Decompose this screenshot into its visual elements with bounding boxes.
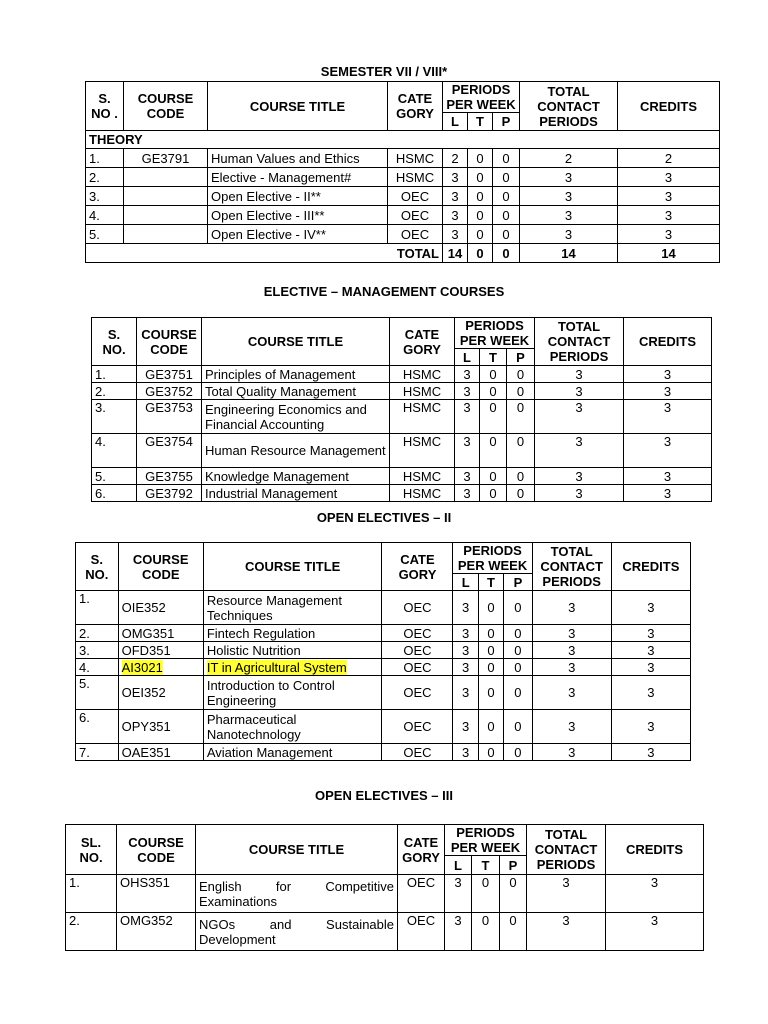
category: OEC: [398, 875, 445, 913]
lecture-periods: 3: [443, 168, 468, 187]
course-title: NGOs and Sustainable Development: [196, 913, 398, 951]
course-title: Human Resource Management: [202, 434, 390, 468]
credits: 3: [611, 625, 690, 642]
course-code: [118, 659, 203, 676]
course-title: Open Elective - II**: [208, 187, 388, 206]
practical-periods: 0: [493, 225, 520, 244]
course-code: GE3753: [137, 400, 202, 434]
header-p: P: [493, 113, 520, 131]
total-contact: 3: [535, 383, 624, 400]
table-row: [92, 383, 712, 400]
table-row: [86, 206, 720, 225]
header-credits: CREDITS: [618, 82, 720, 131]
header-t: T: [478, 574, 503, 591]
table-row: [66, 913, 704, 951]
total-contact: 3: [532, 744, 611, 761]
header-course-title: COURSE TITLE: [196, 825, 398, 875]
header-periods: PERIODS PER WEEK: [443, 82, 520, 113]
total-contact: 3: [520, 225, 618, 244]
row-number: 5.: [92, 468, 137, 485]
header-total-contact: TOTAL CONTACT PERIODS: [527, 825, 606, 875]
header-slno: SL. NO.: [66, 825, 117, 875]
course-title: Aviation Management: [203, 744, 382, 761]
management-title: ELECTIVE – MANAGEMENT COURSES: [263, 284, 505, 299]
lecture-periods: 3: [455, 434, 480, 468]
course-title: Human Values and Ethics: [208, 149, 388, 168]
category: OEC: [382, 659, 453, 676]
tutorial-periods: 0: [480, 434, 507, 468]
course-code: GE3751: [137, 366, 202, 383]
row-number: 6.: [92, 485, 137, 502]
practical-periods: 0: [507, 468, 535, 485]
course-title: Introduction to Control Engineering: [203, 676, 382, 710]
total-credits: 14: [618, 244, 720, 263]
tutorial-periods: 0: [478, 642, 503, 659]
header-category: CATE GORY: [398, 825, 445, 875]
total-l: 14: [443, 244, 468, 263]
header-l: L: [455, 349, 480, 366]
open2-table: [75, 542, 691, 761]
course-code: OEI352: [118, 676, 203, 710]
category: HSMC: [388, 168, 443, 187]
category: HSMC: [388, 149, 443, 168]
table-row: [86, 187, 720, 206]
category: HSMC: [390, 383, 455, 400]
total-p: 0: [493, 244, 520, 263]
tutorial-periods: 0: [472, 913, 500, 951]
credits: 3: [624, 468, 712, 485]
row-number: 4.: [86, 206, 124, 225]
tutorial-periods: 0: [480, 400, 507, 434]
header-sno: S. NO.: [92, 318, 137, 366]
header-category: CATE GORY: [388, 82, 443, 131]
row-number: 4.: [76, 659, 119, 676]
category: OEC: [398, 913, 445, 951]
credits: 3: [624, 366, 712, 383]
practical-periods: 0: [504, 744, 532, 761]
total-contact: 3: [535, 366, 624, 383]
total-contact: 3: [535, 434, 624, 468]
lecture-periods: 3: [453, 625, 478, 642]
theory-label: THEORY: [86, 131, 720, 149]
practical-periods: 0: [493, 187, 520, 206]
tutorial-periods: 0: [472, 875, 500, 913]
semester-title: SEMESTER VII / VIII*: [320, 64, 448, 79]
header-l: L: [445, 856, 472, 875]
row-number: 5.: [86, 225, 124, 244]
lecture-periods: 2: [443, 149, 468, 168]
practical-periods: 0: [504, 676, 532, 710]
category: HSMC: [390, 434, 455, 468]
table-row: [76, 642, 691, 659]
table-row: [86, 168, 720, 187]
total-contact: 3: [535, 468, 624, 485]
header-total-contact: TOTAL CONTACT PERIODS: [520, 82, 618, 131]
course-code: [124, 225, 208, 244]
category: OEC: [388, 187, 443, 206]
tutorial-periods: 0: [480, 383, 507, 400]
practical-periods: 0: [507, 366, 535, 383]
category: HSMC: [390, 485, 455, 502]
course-code: [124, 187, 208, 206]
course-title: Fintech Regulation: [203, 625, 382, 642]
total-contact: 3: [520, 168, 618, 187]
practical-periods: 0: [493, 149, 520, 168]
total-contact: 3: [532, 676, 611, 710]
lecture-periods: 3: [455, 468, 480, 485]
lecture-periods: 3: [455, 366, 480, 383]
total-contact: 3: [527, 913, 606, 951]
practical-periods: 0: [500, 913, 527, 951]
row-number: 3.: [86, 187, 124, 206]
header-t: T: [468, 113, 493, 131]
row-number: 7.: [76, 744, 119, 761]
row-number: 2.: [66, 913, 117, 951]
header-credits: CREDITS: [611, 543, 690, 591]
table-row: [92, 366, 712, 383]
total-contact: 3: [535, 485, 624, 502]
total-contact: 3: [520, 187, 618, 206]
header-course-code: COURSE CODE: [137, 318, 202, 366]
header-category: CATE GORY: [390, 318, 455, 366]
course-title: English for Competitive Examinations: [196, 875, 398, 913]
credits: 3: [611, 659, 690, 676]
lecture-periods: 3: [453, 591, 478, 625]
header-course-code: COURSE CODE: [124, 82, 208, 131]
practical-periods: 0: [507, 434, 535, 468]
header-total-contact: TOTAL CONTACT PERIODS: [535, 318, 624, 366]
course-code: OPY351: [118, 710, 203, 744]
lecture-periods: 3: [453, 710, 478, 744]
header-course-code: COURSE CODE: [118, 543, 203, 591]
course-code: OHS351: [117, 875, 196, 913]
practical-periods: 0: [504, 642, 532, 659]
header-t: T: [472, 856, 500, 875]
header-sno: S. NO.: [76, 543, 119, 591]
highlighted-text: IT in Agricultural System: [206, 659, 347, 675]
tutorial-periods: 0: [478, 744, 503, 761]
highlighted-text: AI3021: [121, 659, 163, 675]
course-code: [124, 168, 208, 187]
credits: 3: [618, 168, 720, 187]
course-code: OFD351: [118, 642, 203, 659]
row-number: 3.: [76, 642, 119, 659]
table-row: [76, 744, 691, 761]
category: OEC: [382, 744, 453, 761]
course-title: Engineering Economics and Financial Accounting: [202, 400, 390, 434]
course-code: OMG351: [118, 625, 203, 642]
course-code: GE3752: [137, 383, 202, 400]
category: OEC: [388, 225, 443, 244]
category: OEC: [382, 591, 453, 625]
course-code: GE3754: [137, 434, 202, 468]
course-title: Open Elective - III**: [208, 206, 388, 225]
total-contact: 3: [520, 206, 618, 225]
tutorial-periods: 0: [480, 366, 507, 383]
category: HSMC: [390, 400, 455, 434]
row-number: 1.: [66, 875, 117, 913]
header-l: L: [443, 113, 468, 131]
table-row: [86, 225, 720, 244]
lecture-periods: 3: [445, 875, 472, 913]
management-table: [91, 317, 712, 502]
course-code: OMG352: [117, 913, 196, 951]
header-p: P: [507, 349, 535, 366]
practical-periods: 0: [504, 659, 532, 676]
tutorial-periods: 0: [478, 676, 503, 710]
total-contact: 14: [520, 244, 618, 263]
practical-periods: 0: [504, 625, 532, 642]
course-title: Industrial Management: [202, 485, 390, 502]
row-number: 2.: [86, 168, 124, 187]
header-periods: PERIODS PER WEEK: [455, 318, 535, 349]
credits: 3: [611, 642, 690, 659]
row-number: 1.: [92, 366, 137, 383]
row-number: 1.: [86, 149, 124, 168]
semester-table: [85, 81, 720, 263]
credits: 3: [624, 400, 712, 434]
header-credits: CREDITS: [624, 318, 712, 366]
category: HSMC: [390, 468, 455, 485]
lecture-periods: 3: [453, 659, 478, 676]
tutorial-periods: 0: [478, 659, 503, 676]
lecture-periods: 3: [455, 400, 480, 434]
table-row: [76, 625, 691, 642]
credits: 3: [606, 913, 704, 951]
tutorial-periods: 0: [478, 710, 503, 744]
tutorial-periods: 0: [480, 485, 507, 502]
table-row: [92, 434, 712, 468]
credits: 3: [611, 676, 690, 710]
header-course-title: COURSE TITLE: [203, 543, 382, 591]
credits: 3: [624, 434, 712, 468]
tutorial-periods: 0: [468, 187, 493, 206]
course-title: Open Elective - IV**: [208, 225, 388, 244]
credits: 3: [618, 206, 720, 225]
category: OEC: [382, 676, 453, 710]
table-row: [92, 468, 712, 485]
lecture-periods: 3: [455, 383, 480, 400]
header-p: P: [500, 856, 527, 875]
table-row: [76, 676, 691, 710]
credits: 3: [606, 875, 704, 913]
lecture-periods: 3: [453, 676, 478, 710]
table-row: [86, 149, 720, 168]
header-total-contact: TOTAL CONTACT PERIODS: [532, 543, 611, 591]
credits: 3: [618, 187, 720, 206]
credits: 3: [624, 485, 712, 502]
open3-table: [65, 824, 704, 951]
category: OEC: [382, 625, 453, 642]
tutorial-periods: 0: [468, 168, 493, 187]
header-sno: S. NO .: [86, 82, 124, 131]
row-number: 2.: [92, 383, 137, 400]
course-code: GE3791: [124, 149, 208, 168]
lecture-periods: 3: [443, 187, 468, 206]
row-number: 2.: [76, 625, 119, 642]
header-category: CATE GORY: [382, 543, 453, 591]
table-row: [76, 659, 691, 676]
course-code: [124, 206, 208, 225]
header-periods: PERIODS PER WEEK: [445, 825, 527, 856]
row-number: 4.: [92, 434, 137, 468]
open2-title: OPEN ELECTIVES – II: [316, 510, 452, 525]
header-course-title: COURSE TITLE: [208, 82, 388, 131]
credits: 3: [611, 591, 690, 625]
lecture-periods: 3: [453, 744, 478, 761]
credits: 3: [618, 225, 720, 244]
header-periods: PERIODS PER WEEK: [453, 543, 532, 574]
credits: 3: [624, 383, 712, 400]
category: OEC: [382, 710, 453, 744]
lecture-periods: 3: [453, 642, 478, 659]
lecture-periods: 3: [443, 206, 468, 225]
credits: 2: [618, 149, 720, 168]
header-credits: CREDITS: [606, 825, 704, 875]
tutorial-periods: 0: [478, 591, 503, 625]
total-label: TOTAL: [86, 244, 443, 263]
course-title: Total Quality Management: [202, 383, 390, 400]
practical-periods: 0: [507, 383, 535, 400]
course-title: Pharmaceutical Nanotechnology: [203, 710, 382, 744]
practical-periods: 0: [504, 591, 532, 625]
row-number: 3.: [92, 400, 137, 434]
course-title: Knowledge Management: [202, 468, 390, 485]
table-row: [92, 485, 712, 502]
tutorial-periods: 0: [480, 468, 507, 485]
course-title: Resource Management Techniques: [203, 591, 382, 625]
total-t: 0: [468, 244, 493, 263]
header-p: P: [504, 574, 532, 591]
course-title: [203, 659, 382, 676]
table-row: [76, 591, 691, 625]
credits: 3: [611, 744, 690, 761]
total-contact: 3: [535, 400, 624, 434]
practical-periods: 0: [500, 875, 527, 913]
table-row: [66, 875, 704, 913]
total-contact: 3: [532, 659, 611, 676]
course-title: Holistic Nutrition: [203, 642, 382, 659]
tutorial-periods: 0: [468, 225, 493, 244]
practical-periods: 0: [507, 400, 535, 434]
row-number: 1.: [76, 591, 119, 625]
total-contact: 2: [520, 149, 618, 168]
open3-title: OPEN ELECTIVES – III: [315, 788, 453, 803]
category: OEC: [388, 206, 443, 225]
course-title: Elective - Management#: [208, 168, 388, 187]
header-l: L: [453, 574, 478, 591]
course-title: Principles of Management: [202, 366, 390, 383]
tutorial-periods: 0: [468, 206, 493, 225]
tutorial-periods: 0: [478, 625, 503, 642]
practical-periods: 0: [493, 206, 520, 225]
category: HSMC: [390, 366, 455, 383]
category: OEC: [382, 642, 453, 659]
credits: 3: [611, 710, 690, 744]
row-number: 5.: [76, 676, 119, 710]
total-contact: 3: [532, 625, 611, 642]
practical-periods: 0: [504, 710, 532, 744]
table-row: [76, 710, 691, 744]
header-course-title: COURSE TITLE: [202, 318, 390, 366]
practical-periods: 0: [507, 485, 535, 502]
total-contact: 3: [527, 875, 606, 913]
course-code: OAE351: [118, 744, 203, 761]
practical-periods: 0: [493, 168, 520, 187]
lecture-periods: 3: [443, 225, 468, 244]
course-code: GE3792: [137, 485, 202, 502]
total-contact: 3: [532, 591, 611, 625]
tutorial-periods: 0: [468, 149, 493, 168]
table-row: [92, 400, 712, 434]
lecture-periods: 3: [445, 913, 472, 951]
total-contact: 3: [532, 642, 611, 659]
total-contact: 3: [532, 710, 611, 744]
row-number: 6.: [76, 710, 119, 744]
course-code: GE3755: [137, 468, 202, 485]
lecture-periods: 3: [455, 485, 480, 502]
course-code: OIE352: [118, 591, 203, 625]
header-course-code: COURSE CODE: [117, 825, 196, 875]
header-t: T: [480, 349, 507, 366]
